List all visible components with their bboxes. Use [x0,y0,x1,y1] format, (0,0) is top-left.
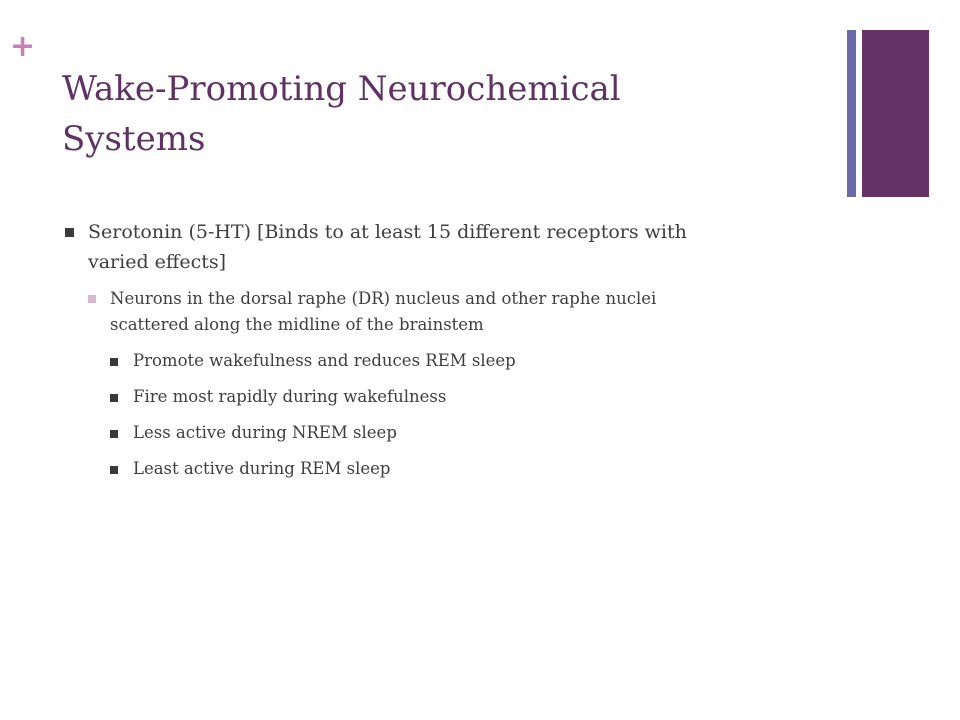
bullet-fire-rapidly [110,384,832,410]
bullet-dorsal-raphe-line-2: scattered along the midline of the brainstem [110,315,484,334]
square-bullet-icon [110,358,118,366]
square-bullet-icon [110,394,118,402]
square-bullet-icon [88,295,96,303]
bullet-promote-wakefulness [110,348,832,374]
slide-title-line-1: Wake-Promoting Neurochemical [62,69,621,109]
bullet-serotonin [62,217,832,277]
slide-title-line-2: Systems [62,119,206,159]
bullet-serotonin-line-2: varied effects] [88,251,227,273]
bullet-less-active-nrem-text: Less active during NREM sleep [133,423,397,442]
bullet-promote-wakefulness-text: Promote wakefulness and reduces REM sleep [133,351,516,370]
square-bullet-icon [110,466,118,474]
bullet-serotonin-line-1: Serotonin (5-HT) [Binds to at least 15 different receptors with [88,221,687,243]
bullet-fire-rapidly-text: Fire most rapidly during wakefulness [133,387,447,406]
plus-icon: + [10,29,36,64]
slide-title [62,64,822,164]
bullet-least-active-rem [110,456,832,482]
square-bullet-icon [110,430,118,438]
bullet-dorsal-raphe-neurons [88,286,832,338]
square-bullet-icon [65,228,74,237]
slide-body [62,217,832,492]
bullet-less-active-nrem [110,420,832,446]
bullet-least-active-rem-text: Least active during REM sleep [133,459,391,478]
accent-bar-thick [862,30,929,197]
bullet-dorsal-raphe-line-1: Neurons in the dorsal raphe (DR) nucleus and other raphe nuclei [110,289,657,308]
accent-bar-thin [847,30,856,197]
